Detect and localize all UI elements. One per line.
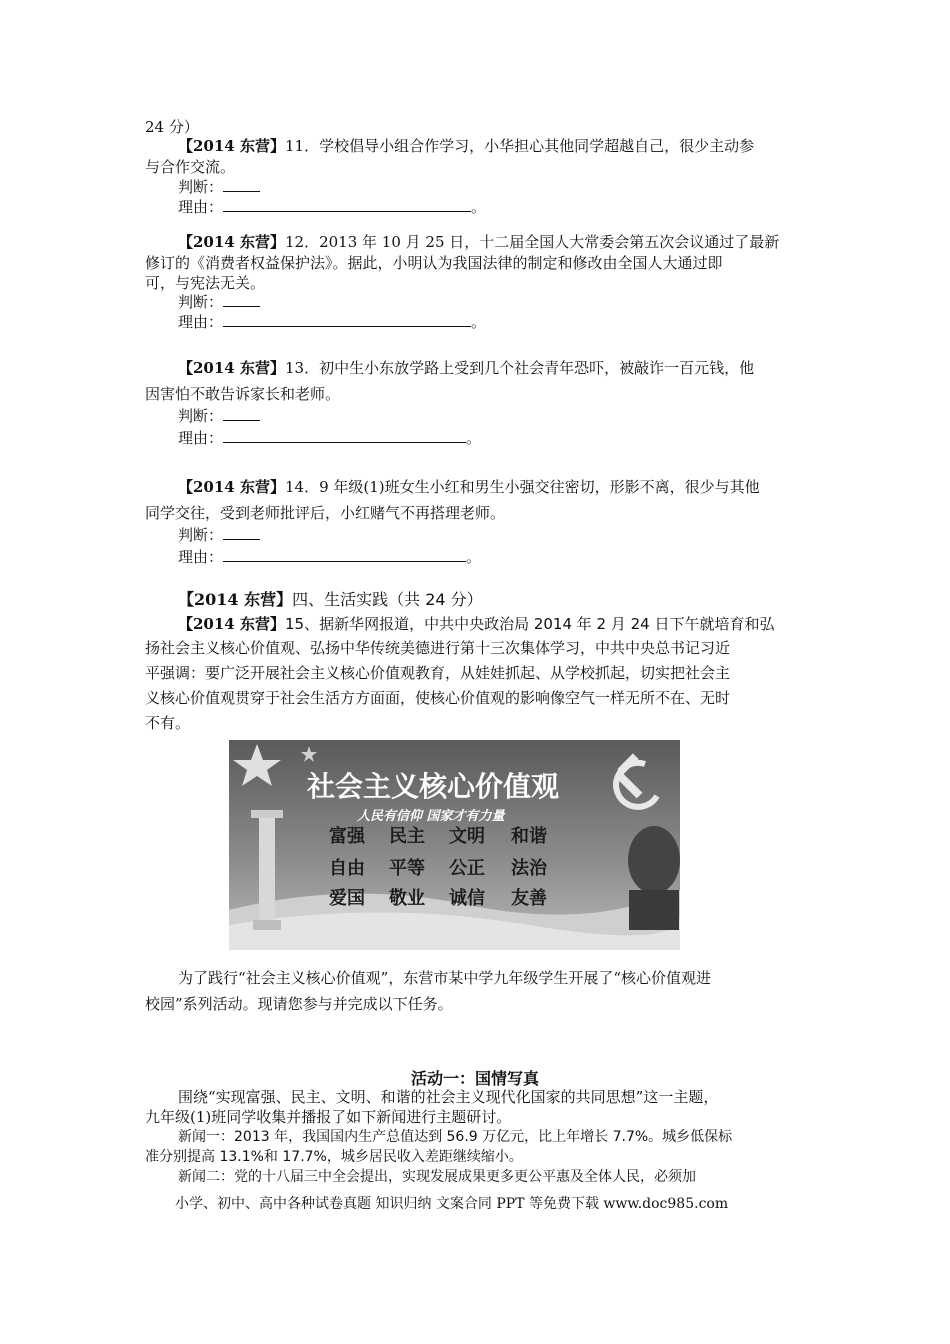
- q14-reason: 理由： 。: [178, 548, 482, 566]
- q12-reason-blank[interactable]: [223, 312, 471, 327]
- q13-reason-blank[interactable]: [223, 428, 466, 443]
- news1-line2: 准分别提高 13.1%和 17.7%，城乡居民收入差距继续缩小。: [145, 1149, 523, 1165]
- value-minzhu: 民主: [389, 826, 425, 847]
- activity1-line2: 九年级(1)班同学收集并播报了如下新闻进行主题研讨。: [145, 1108, 512, 1126]
- value-gongzheng: 公正: [449, 858, 485, 879]
- intro-line2: 校园”系列活动。现请您参与并完成以下任务。: [145, 995, 453, 1013]
- section4-heading: 【2014 东营】四、生活实践（共 24 分）: [178, 590, 483, 609]
- q10-tail: 24 分）: [145, 118, 199, 136]
- q13-judge: 判断：: [178, 406, 848, 426]
- value-aiguo: 爱国: [329, 888, 365, 909]
- q11-judge: 判断：: [178, 177, 848, 197]
- banner-title: 社会主义核心价值观: [307, 770, 560, 803]
- q11-line1: 【2014 东营】11．学校倡导小组合作学习，小华担心其他同学超越自己，很少主动参: [178, 137, 755, 155]
- value-ziyou: 自由: [329, 858, 365, 879]
- value-wenming: 文明: [449, 826, 485, 847]
- q15-line3: 平强调：要广泛开展社会主义核心价值观教育，从娃娃抓起、从学校抓起，切实把社会主: [145, 664, 731, 682]
- q15-line5: 不有。: [145, 714, 191, 732]
- core-values-banner: [229, 740, 680, 950]
- q15-line2: 扬社会主义核心价值观、弘扬中华传统美德进行第十三次集体学习，中共中央总书记习近: [145, 639, 731, 657]
- q12-line2: 修订的《消费者权益保护法》。据此，小明认为我国法律的制定和修改由全国人大通过即: [145, 254, 723, 272]
- q14-reason-blank[interactable]: [223, 547, 466, 562]
- q15-line1: 【2014 东营】15、据新华网报道，中共中央政治局 2014 年 2 月 24 日下午就培育和弘: [178, 615, 775, 633]
- section4-tag: 【2014 东营】: [178, 590, 293, 609]
- q14-judge: 判断：: [178, 525, 848, 545]
- q14-line2: 同学交往，受到老师批评后，小红赌气不再搭理老师。: [145, 504, 506, 522]
- value-fuqiang: 富强: [329, 826, 365, 847]
- intro-line1: 为了践行“社会主义核心价值观”，东营市某中学九年级学生开展了“核心价值观进: [178, 969, 712, 987]
- q14-line1: 【2014 东营】14．9 年级(1)班女生小红和男生小强交往密切，形影不离，很少与其他: [178, 478, 760, 496]
- banner-subtitle: 人民有信仰 国家才有力量: [357, 809, 505, 824]
- value-jingye: 敬业: [389, 888, 425, 909]
- q15-line4: 义核心价值观贯穿于社会生活方方面面，使核心价值观的影响像空气一样无所不在、无时: [145, 689, 731, 707]
- value-fazhi: 法治: [511, 858, 547, 879]
- q13-line2: 因害怕不敢告诉家长和老师。: [145, 385, 341, 403]
- q11-judge-blank[interactable]: [223, 177, 260, 192]
- q11-line2: 与合作交流。: [145, 158, 236, 176]
- stone-lion-icon: [628, 826, 680, 930]
- q15-tag: 【2014 东营】: [178, 615, 285, 633]
- page-footer: 小学、初中、高中各种试卷真题 知识归纳 文案合同 PPT 等免费下载 www.doc985.com: [175, 1196, 729, 1212]
- q13-reason: 理由： 。: [178, 429, 482, 447]
- value-youshan: 友善: [511, 888, 547, 909]
- value-hexie: 和谐: [511, 826, 547, 847]
- q13-tag: 【2014 东营】: [178, 359, 285, 377]
- activity1-line1: 围绕“实现富强、民主、文明、和谐的社会主义现代化国家的共同思想”这一主题，: [178, 1088, 719, 1106]
- activity1-title: 活动一：国情写真: [410, 1069, 539, 1088]
- q12-judge: 判断：: [178, 292, 848, 312]
- value-chengxin: 诚信: [449, 888, 485, 909]
- q14-tag: 【2014 东营】: [178, 478, 285, 496]
- q12-tag: 【2014 东营】: [178, 233, 285, 251]
- q13-line1: 【2014 东营】13．初中生小东放学路上受到几个社会青年恐吓，被敲诈一百元钱，他: [178, 359, 755, 377]
- q12-judge-blank[interactable]: [223, 292, 260, 307]
- q12-reason: 理由： 。: [178, 313, 487, 331]
- q11-tag: 【2014 东营】: [178, 137, 285, 155]
- q11-reason: 理由： 。: [178, 198, 487, 216]
- value-pingdeng: 平等: [389, 858, 425, 879]
- q13-judge-blank[interactable]: [223, 406, 260, 421]
- q11-reason-blank[interactable]: [223, 197, 471, 212]
- q12-line1: 【2014 东营】12．2013 年 10 月 25 日，十二届全国人大常委会第五次会议通过了最新: [178, 233, 780, 251]
- news1-line1: 新闻一：2013 年，我国国内生产总值达到 56.9 万亿元，比上年增长 7.7%。城乡低保标: [178, 1129, 733, 1145]
- q12-line3: 可，与宪法无关。: [145, 274, 266, 292]
- news2-line1: 新闻二：党的十八届三中全会提出，实现发展成果更多更公平惠及全体人民，必须加: [178, 1169, 696, 1185]
- q14-judge-blank[interactable]: [223, 525, 260, 540]
